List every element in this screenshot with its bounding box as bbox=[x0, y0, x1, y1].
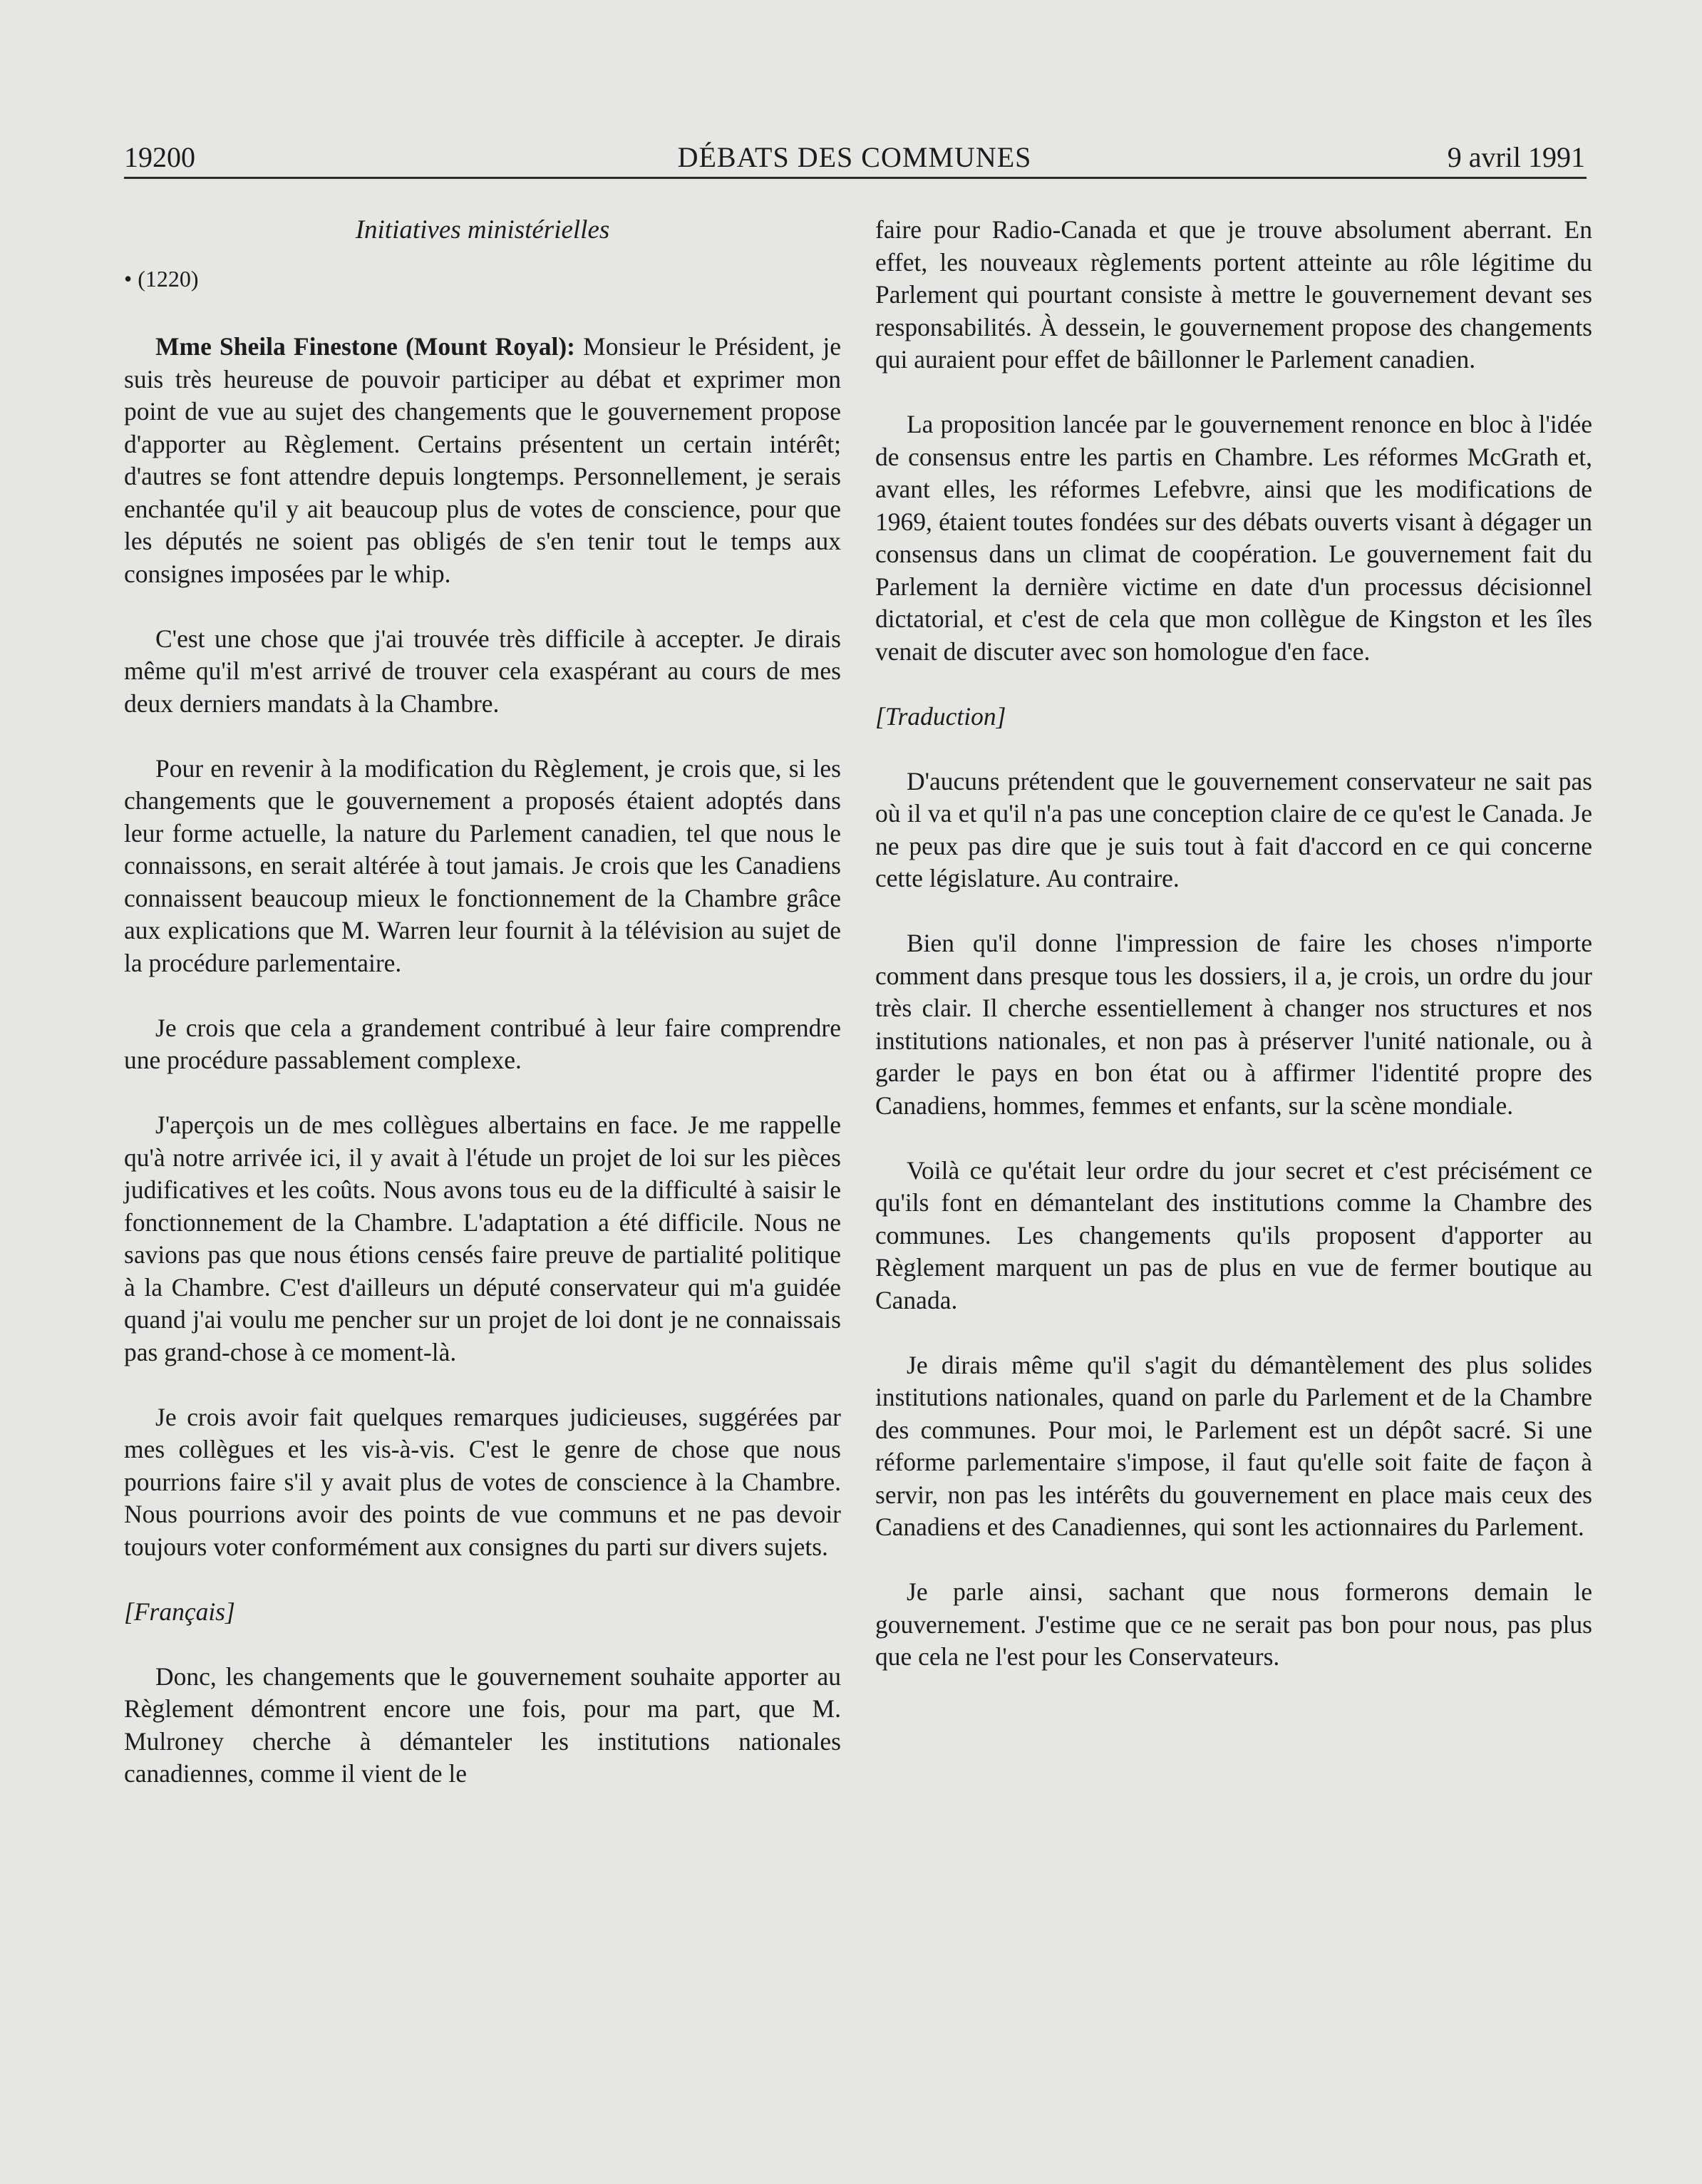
paragraph: J'aperçois un de mes collègues albertains en face. Je me rappelle qu'à notre arrivée ici, il y avait à l'étude un projet de loi sur les pièces judificatives et les coûts. Nous avons tous eu de la difficulté à saisir le fonctionnement de la Chambre. L'adaptation a été difficile. Nous ne savions pas que nous étions censés faire preuve de partialité politique à la Chambre. C'est d'ailleurs un député conservateur qui m'a guidée quand j'ai voulu me pencher sur un projet de loi dont je ne connaissais pas grand-chose à ce moment-là. bbox=[124, 1111, 841, 1366]
paragraph: Je dirais même qu'il s'agit du démantèlement des plus solides institutions nationales, quand on parle du Parlement et de la Chambre des communes. Pour moi, le Parlement est un dépôt sacré. Si une réforme parlementaire s'impose, il faut qu'elle soit faite de façon à servir, non pas les intérêts du gouvernement en place mais ceux des Canadiens et des Canadiennes, qui sont les actionnaires du Parlement. bbox=[875, 1350, 1592, 1541]
page-number: 19200 bbox=[124, 141, 195, 173]
publication-date: 9 avril 1991 bbox=[1447, 141, 1585, 173]
right-column bbox=[875, 214, 1592, 1706]
paragraph: Bien qu'il donne l'impression de faire les choses n'importe comment dans presque tous les dossiers, il a, je crois, un ordre du jour très clair. Il cherche essentiellement à changer nos structures et nos institutions nationales, et non pas à préserver l'unité nationale, ou à garder le pays en bon état ou à affirmer l'identité propre des Canadiens, hommes, femmes et enfants, sur la scène mondiale. bbox=[875, 929, 1592, 1120]
paragraph bbox=[124, 331, 841, 590]
section-heading: Initiatives ministérielles bbox=[355, 215, 610, 244]
paragraph: Voilà ce qu'était leur ordre du jour secret et c'est précisément ce qu'ils font en démantelant des institutions comme la Chambre des communes. Les changements qu'ils proposent d'apporter au Règlement marquent un pas de plus en vue de fermer boutique au Canada. bbox=[875, 1155, 1592, 1314]
language-label: [Traduction] bbox=[875, 701, 1006, 731]
paragraph: La proposition lancée par le gouvernement renonce en bloc à l'idée de consensus entre les partis en Chambre. Les réformes McGrath et, avant elles, les réformes Lefebvre, ainsi que les modifications de 1969, étaient toutes fondées sur des débats ouverts visant à dégager un consensus dans un climat de coopération. Le gouvernement fait du Parlement la dernière victime en date d'un processus décisionnel dictatorial, et c'est de cela que mon collègue de Kingston et les îles venait de discuter avec son homologue d'en face. bbox=[875, 410, 1592, 666]
left-column bbox=[124, 214, 841, 1823]
running-header bbox=[124, 140, 1585, 175]
paragraph: Je crois que cela a grandement contribué à leur faire comprendre une procédure passablement complexe. bbox=[124, 1013, 841, 1074]
timestamp: • (1220) bbox=[124, 266, 199, 292]
publication-title: DÉBATS DES COMMUNES bbox=[677, 141, 1032, 173]
header-rule bbox=[124, 177, 1587, 179]
speaker-name: Mme Sheila Finestone (Mount Royal): bbox=[155, 332, 575, 361]
paragraph: Pour en revenir à la modification du Règlement, je crois que, si les changements que le gouvernement a proposés étaient adoptés dans leur forme actuelle, la nature du Parlement canadien, tel que nous le connaissons, en serait altérée à tout jamais. Je crois que les Canadiens connaissent beaucoup mieux le fonctionnement de la Chambre grâce aux explications que M. Warren leur fournit à la télévision au sujet de la procédure parlementaire. bbox=[124, 753, 841, 977]
paragraph: Je crois avoir fait quelques remarques judicieuses, suggérées par mes collègues et les vis-à-vis. C'est le genre de chose que nous pourrions faire s'il y avait plus de votes de conscience à la Chambre. Nous pourrions avoir des points de vue communs et ne pas devoir toujours voter conformément aux consignes du parti sur divers sujets. bbox=[124, 1402, 841, 1561]
language-label: [Français] bbox=[124, 1597, 235, 1626]
paragraph: C'est une chose que j'ai trouvée très difficile à accepter. Je dirais même qu'il m'est arrivé de trouver cela exaspérant au cours de mes deux derniers mandats à la Chambre. bbox=[124, 624, 841, 718]
paragraph: Je parle ainsi, sachant que nous formerons demain le gouvernement. J'estime que ce ne serait pas bon pour nous, pas plus que cela ne l'est pour les Conservateurs. bbox=[875, 1577, 1592, 1671]
paragraph: faire pour Radio-Canada et que je trouve absolument aberrant. En effet, les nouveaux règlements portent atteinte au rôle légitime du Parlement qui pourtant consiste à mettre le gouvernement devant ses responsabilités. À dessein, le gouvernement propose des changements qui auraient pour effet de bâillonner le Parlement canadien. bbox=[875, 215, 1592, 374]
paragraph: Donc, les changements que le gouvernement souhaite apporter au Règlement démontrent encore une fois, pour ma part, que M. Mulroney cherche à démanteler les institutions nationales canadiennes, comme il vient de le bbox=[124, 1662, 841, 1788]
paragraph: D'aucuns prétendent que le gouvernement conservateur ne sait pas où il va et qu'il n'a pas une conception claire de ce qu'est le Canada. Je ne peux pas dire que je suis tout à fait d'accord en ce qui concerne cette législature. Au contraire. bbox=[875, 766, 1592, 892]
paragraph-text: Monsieur le Président, je suis très heureuse de pouvoir participer au débat et exprimer mon point de vue au sujet des changements que le gouvernement propose d'apporter au Règlement. Certains présentent un certain intérêt; d'autres se font attendre depuis longtemps. Personnellement, je serais enchantée qu'il y ait beaucoup plus de votes de conscience, pour que les députés ne soient pas obligés de s'en tenir tout le temps aux consignes imposées par le whip. bbox=[124, 332, 842, 588]
